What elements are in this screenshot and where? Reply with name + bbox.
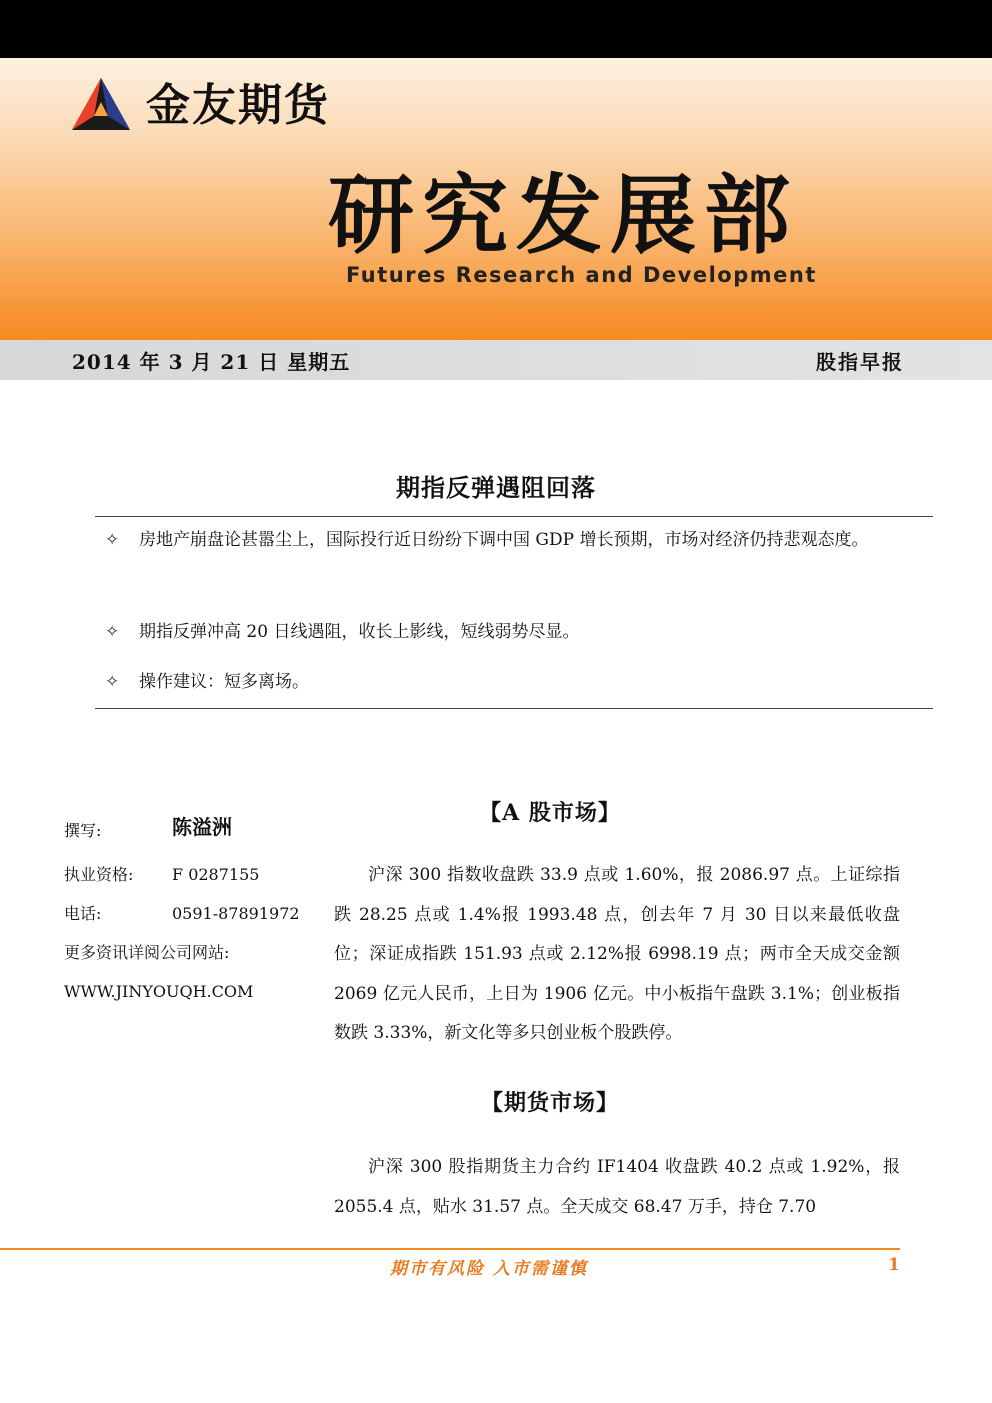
risk-slogan: 期市有风险 入市需谨慎 xyxy=(390,1259,588,1279)
report-date: 2014 年 3 月 21 日 星期五 xyxy=(72,350,351,374)
department-subtitle: Futures Research and Development xyxy=(346,263,817,287)
summary-bullet-text: 操作建议：短多离场。 xyxy=(139,672,309,692)
summary-bullet-text: 房地产崩盘论甚嚣尘上，国际投行近日纷纷下调中国 GDP 增长预期，市场对经济仍持悲观态度。 xyxy=(139,530,869,550)
diamond-bullet-icon: ✧ xyxy=(105,672,120,692)
department-title: 研究发展部 xyxy=(328,165,798,266)
diamond-bullet-icon: ✧ xyxy=(105,530,120,550)
diamond-bullet-icon: ✧ xyxy=(105,622,120,642)
summary-divider-bottom xyxy=(95,708,933,709)
more-info-text: 更多资讯详阅公司网站: xyxy=(64,943,230,962)
a-share-paragraph: 沪深 300 指数收盘跌 33.9 点或 1.60%，报 2086.97 点。上证综指跌 28.25 点或 1.4%报 1993.48 点，创去年 7 月 30 日以来最低收盘位；深证成指跌 151.93 点或 2.12%报 6998.19 点；两市全天成交金额 2069 亿元人民币，上日为 1906 亿元。中小板指午盘跌 3.1%；创业板指数跌 3.33%，新文化等多只创业板个股跌停。 xyxy=(334,865,900,1043)
summary-divider-top xyxy=(95,516,933,517)
report-type: 股指早报 xyxy=(816,350,904,374)
phone-label: 电话: xyxy=(64,904,102,923)
footer-divider xyxy=(0,1248,900,1250)
company-website-link[interactable]: WWW.JINYOUQH.COM xyxy=(64,982,254,1001)
page-number: 1 xyxy=(888,1255,900,1275)
author-name: 陈溢洲 xyxy=(172,815,232,839)
license-value: F 0287155 xyxy=(172,865,260,884)
phone-value: 0591-87891972 xyxy=(172,904,300,923)
report-headline: 期指反弹遇阻回落 xyxy=(396,473,596,502)
a-share-section-title: 【A 股市场】 xyxy=(479,800,621,826)
top-black-bar xyxy=(0,0,992,58)
futures-paragraph: 沪深 300 股指期货主力合约 IF1404 收盘跌 40.2 点或 1.92%，报 2055.4 点，贴水 31.57 点。全天成交 68.47 万手，持仓 7.70 xyxy=(334,1157,900,1217)
company-logo-icon xyxy=(70,76,132,132)
company-name: 金友期货 xyxy=(146,80,330,131)
summary-bullet-text: 期指反弹冲高 20 日线遇阻，收长上影线，短线弱势尽显。 xyxy=(139,622,580,642)
date-bar xyxy=(0,340,992,380)
futures-section-title: 【期货市场】 xyxy=(480,1090,619,1116)
license-label: 执业资格: xyxy=(64,865,134,884)
author-label: 撰写: xyxy=(64,821,102,840)
